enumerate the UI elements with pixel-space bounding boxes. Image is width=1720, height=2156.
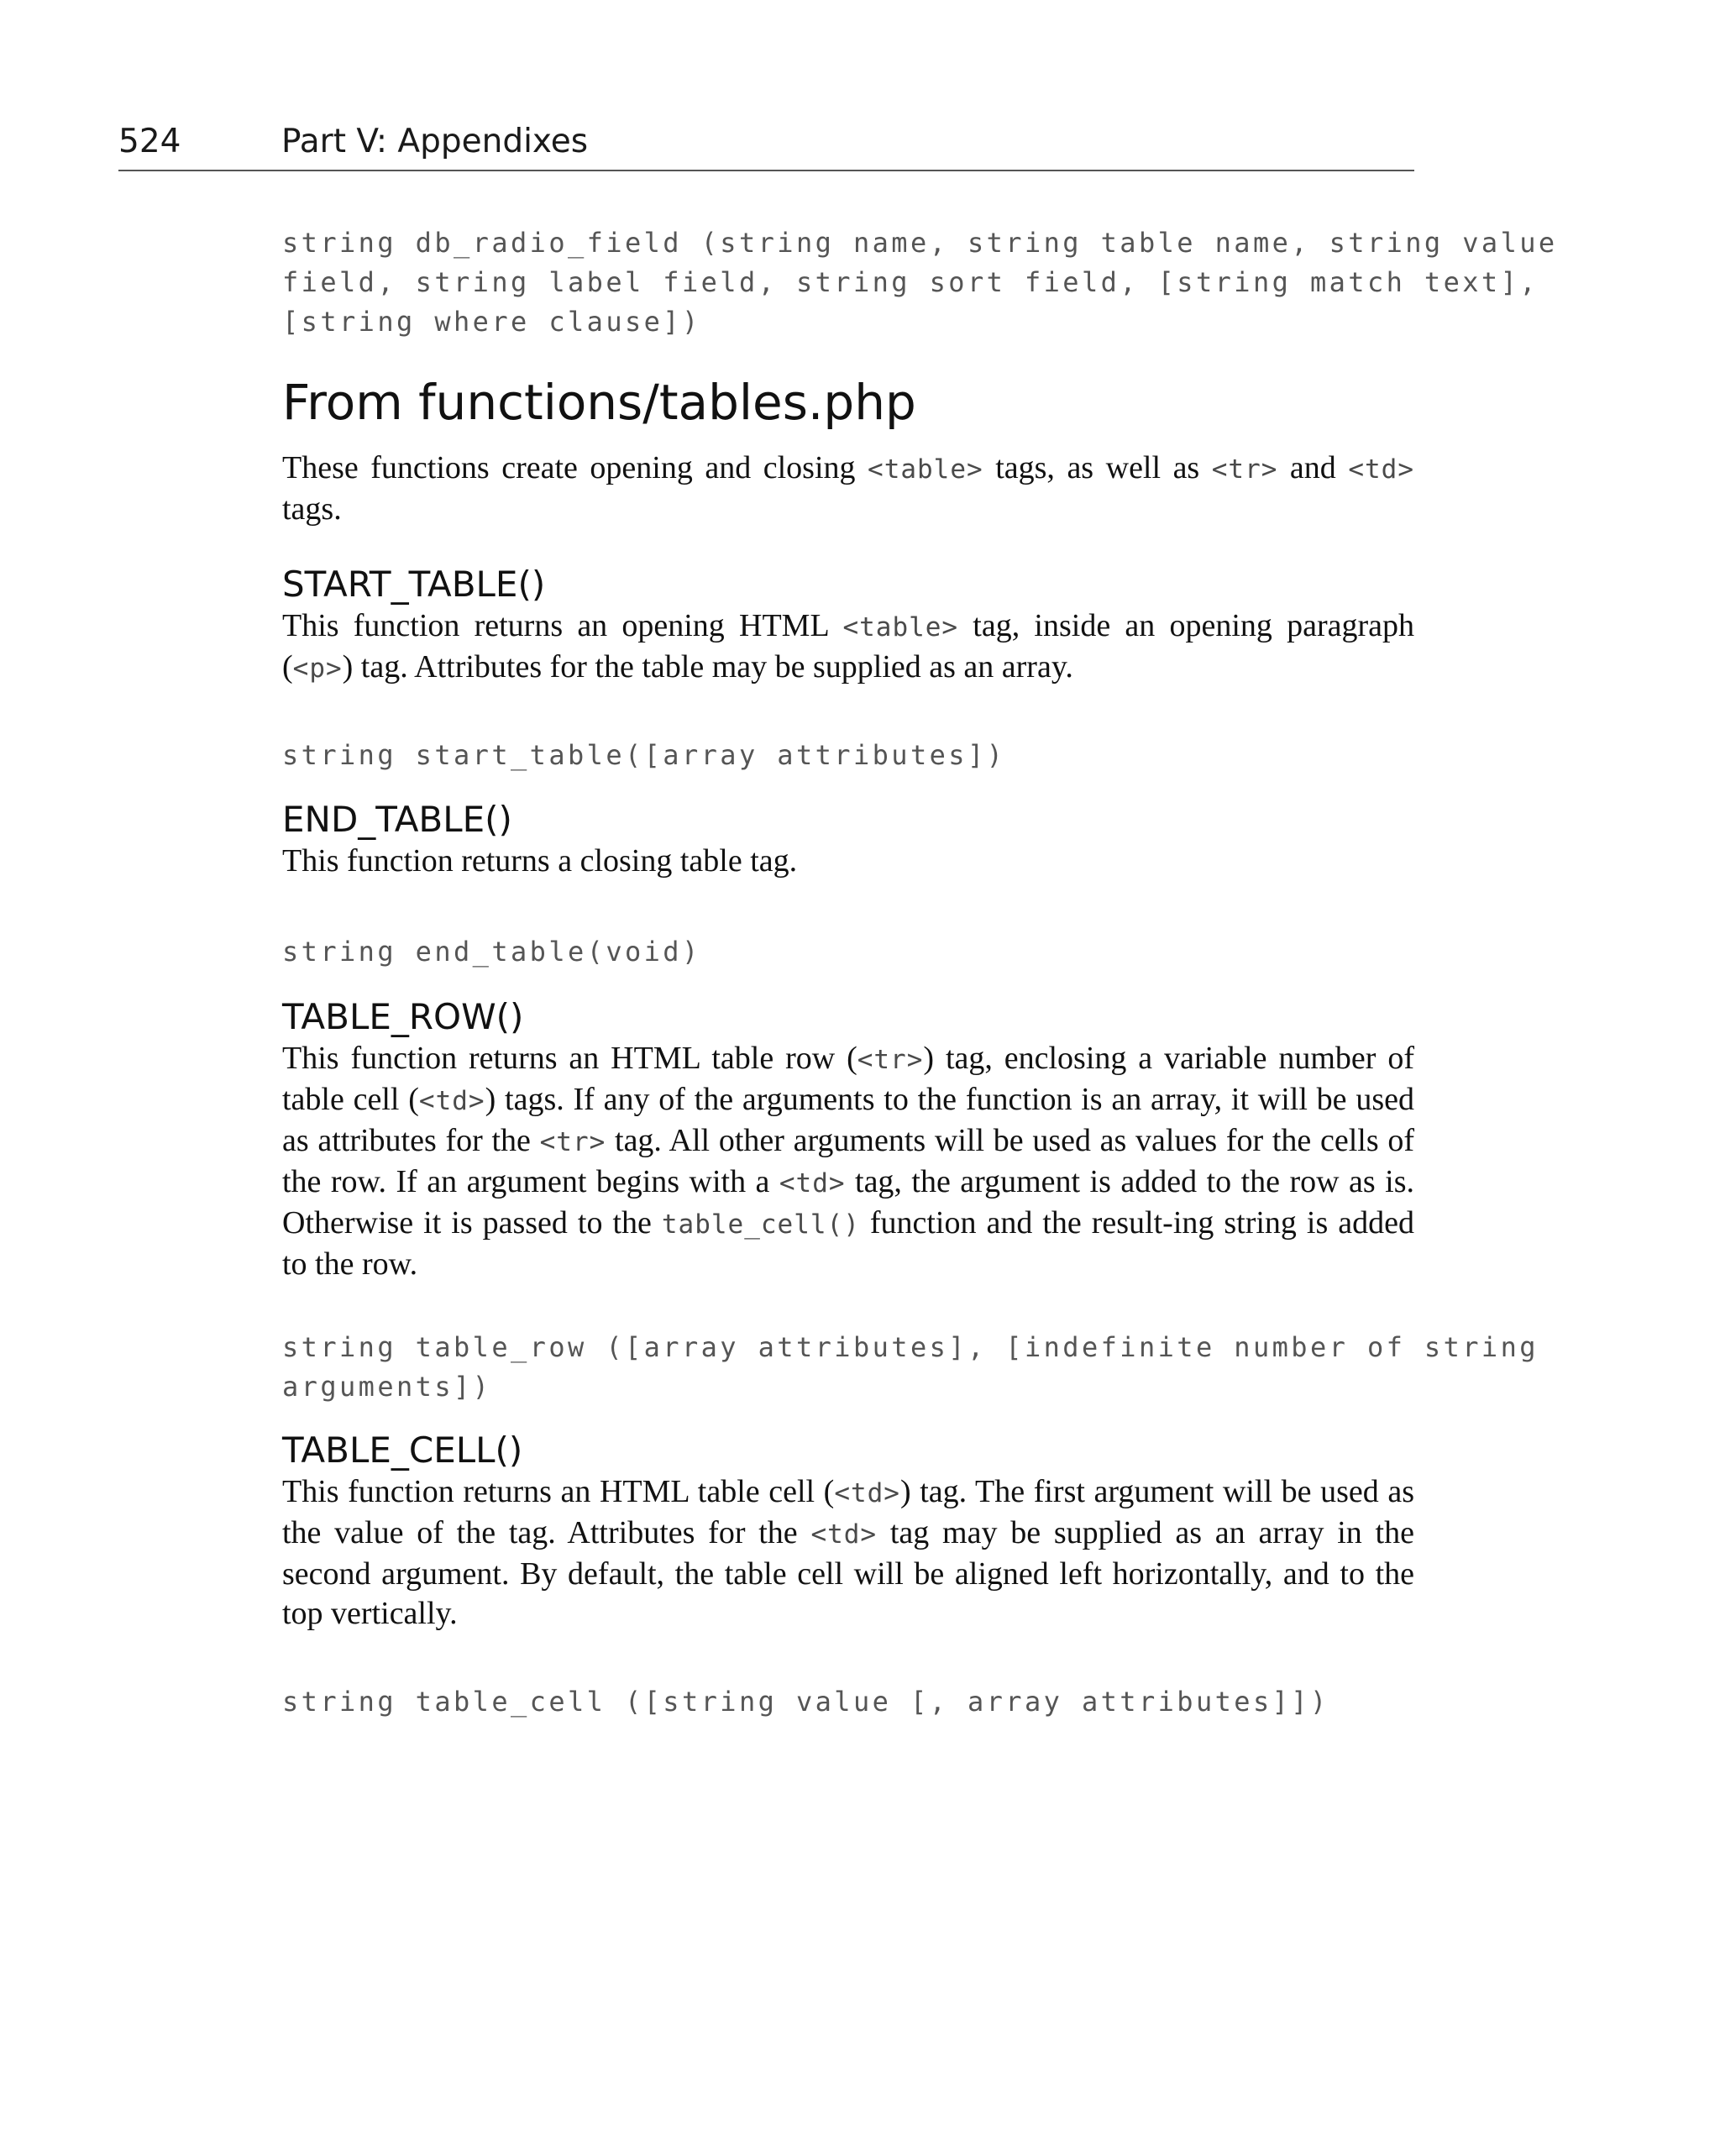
code-line: string table_cell ([string value [, array attributes]])	[282, 1686, 1329, 1718]
function-title: END_TABLE()	[282, 799, 512, 840]
end-table-signature	[282, 932, 1414, 972]
part-title: Part V: Appendixes	[281, 123, 589, 160]
code-line: string start_table([array attributes])	[282, 739, 1006, 771]
code-line: field, string label field, string sort field, [string match text],	[282, 266, 1539, 298]
section-intro: These functions create opening and closing <table> tags, as well as <tr> and <td> tags.	[282, 450, 1414, 527]
function-description: This function returns a closing table tag.	[282, 843, 798, 879]
table-cell-entry	[282, 1429, 1414, 1634]
function-title: TABLE_ROW()	[282, 996, 524, 1037]
code-block	[282, 932, 1414, 972]
function-description: This function returns an HTML table row (<tr>) tag, enclosing a variable number of table cell (<td>) tags. If any of the arguments to the function is an array, it will be used as attributes for the <tr> tag. All other arguments will be used as values for the cells of the row. If an argument begins with a <td> tag, the argument is added to the row as is. Otherwise it is passed to the table_cell() function and the result-ing string is added to the row.	[282, 1041, 1414, 1282]
table-row-signature	[282, 1328, 1539, 1407]
code-block	[282, 223, 1558, 342]
code-line: arguments])	[282, 1371, 492, 1403]
code-line: string end_table(void)	[282, 936, 701, 968]
table-row-entry	[282, 995, 1414, 1284]
function-title: START_TABLE()	[282, 564, 546, 605]
end-table-entry	[282, 798, 1414, 881]
function-description: This function returns an HTML table cell (<td>) tag. The first argument will be used as the value of the tag. Attributes for the <td> tag may be supplied as an array in the second argument. By default, the table cell will be aligned left horizontally, and to the top vertically.	[282, 1474, 1414, 1631]
code-line: string db_radio_field (string name, string table name, string value	[282, 227, 1558, 259]
section-intro-block	[282, 449, 1414, 529]
section-heading-block	[282, 372, 1414, 433]
code-line: string table_row ([array attributes], [indefinite number of string	[282, 1331, 1539, 1363]
function-title: TABLE_CELL()	[282, 1429, 523, 1471]
start-table-entry	[282, 563, 1414, 689]
function-description: This function returns an opening HTML <table> tag, inside an opening paragraph (<p>) tag. Attributes for the table may be supplied as an array.	[282, 608, 1415, 685]
code-line: [string where clause])	[282, 306, 701, 338]
db-radio-field-signature	[282, 223, 1558, 342]
table-cell-signature	[282, 1682, 1414, 1722]
page-number: 524	[118, 123, 181, 160]
code-block	[282, 1682, 1414, 1722]
code-block	[282, 1328, 1539, 1407]
start-table-signature	[282, 736, 1414, 775]
section-title: From functions/tables.php	[282, 374, 916, 431]
code-block	[282, 736, 1414, 775]
running-header	[118, 118, 1414, 171]
